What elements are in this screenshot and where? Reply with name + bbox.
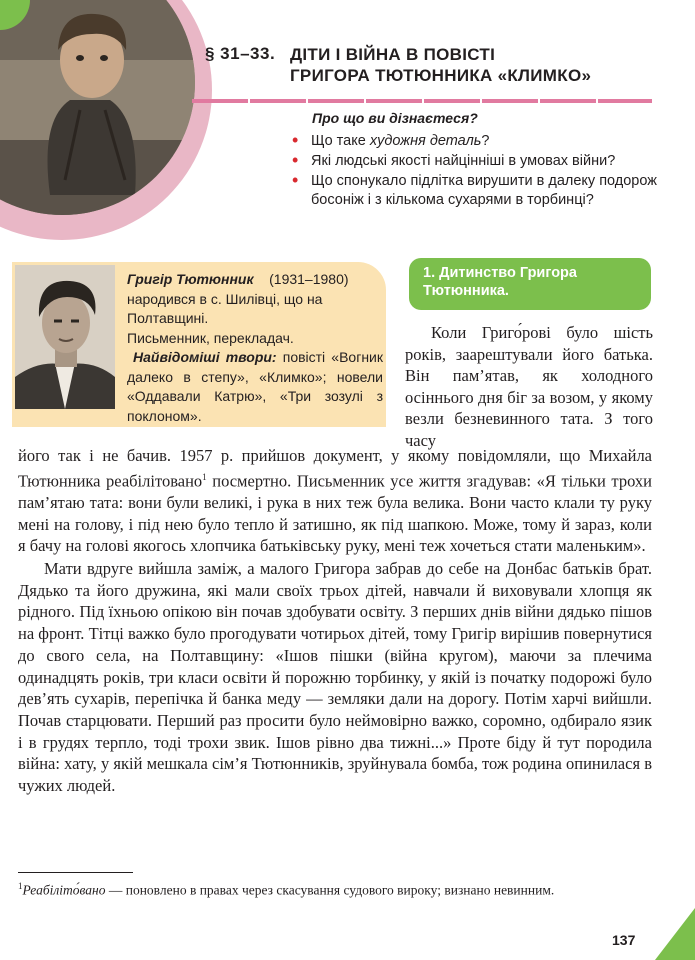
learn-title: Про що ви дізнаєтеся?	[312, 110, 478, 126]
page-title-line2: ГРИГОРА ТЮТЮННИКА «КЛИМКО»	[290, 66, 592, 85]
footnote-ref[interactable]: 1	[202, 471, 207, 482]
main-text	[18, 445, 652, 797]
bio-birth: народився в с. Шилівці, що на Полтавщині.	[127, 290, 323, 326]
author-bio	[127, 270, 383, 426]
page-number: 137	[612, 932, 636, 948]
footnote-mark: 1	[18, 881, 23, 891]
section-1-label: 1. Дитинство Григора Тютюнника.	[409, 258, 651, 310]
page-title-line1: ДІТИ І ВІЙНА В ПОВІСТІ	[290, 45, 496, 64]
footnote-term: Реабіліто́вано	[22, 882, 106, 898]
learn-item: • Що спонукало підлітка вирушити в далеку подорож босоніж і з кількома сухарями в торбинці?	[292, 172, 672, 210]
paragraph-1: його так і не бачив. 1957 р. прийшов документ, у якому повідомляли, що Михайла Тютюнника реабілітовано$^1$ посмертно. Письменник усе життя згадував: «Я тільки трохи пам’ятаю тата: вони були великі, і рука в них теж була велика. Вони часто клали ту руку мені на голову, і під нею було тепло й затишно, як під шапкою. Може, тому й зараз, коли я бачу на голові якогось хлопчика батьківську руку, мені теж хочеться стати маленьким».	[18, 446, 652, 556]
footnote	[18, 877, 652, 900]
bio-line	[127, 270, 383, 290]
paragraph-2: Мати вдруге вийшла заміж, а малого Григора забрав до себе на Донбас батьків брат. Дядько та його дружина, які мали своїх трьох дітей, навчали й виховували хлопця як рідного. Під їхньою опікою він почав здобувати освіту. З перших днів війни дядько пішов на фронт. Тітці важко було прогодувати чотирьох дітей, тому Григір вирішив повернутися до свого села, на Полтавщину: «Ішов пішки (війна кругом), маючи за плечима одинадцять років, три класи освіти й порожню торбинку, у якій із початку подорожі було дев’ять сухарів, перепічка й банка меду — земляки дали на дорогу. Потім харчі вийшли. Почав старцювати. Перший раз просити було неймовірно важко, соромно, одбирало язик і в грудях терпло, тоді трохи звик. Ішов рівно два тижні...» Проте біду й тут породила війна: хату, у якій мешкала сім’я Тютюнників, зруйнувала бомба, тож родина опинилася в чужих людей.	[18, 559, 652, 796]
author-years: (1931–1980)	[269, 271, 349, 287]
heading-divider	[192, 99, 652, 103]
paragraph-1-start: Коли Григо́рові було шість років, заарештували його батька. Він пам’ятав, як холодного осіннього дня біг за возом, у якому везли безневинного тата. З того часу	[405, 323, 653, 450]
footnote-text: — поновлено в правах через скасування судового вироку; визнано невинним.	[105, 882, 555, 898]
author-name: Григір Тютюнник	[127, 271, 254, 287]
learn-item: • Які людські якості найцінніші в умовах війни?	[292, 152, 672, 171]
footnote-divider	[18, 872, 133, 873]
learn-list	[292, 132, 672, 211]
section-number: § 31–33.	[205, 44, 276, 63]
learn-item: • Що таке художня деталь?	[292, 132, 672, 151]
author-portrait-illustration	[15, 265, 115, 409]
bio-profession: Письменник, перекладач.	[127, 329, 294, 346]
page-title	[290, 44, 591, 86]
author-portrait	[15, 265, 115, 409]
bio-works: Найвідоміші твори: повісті «Вогник далеко в степу», «Климко»; новели «Оддавали Катрю», «Три зозулі з поклоном».	[127, 349, 383, 424]
corner-accent	[655, 908, 695, 960]
